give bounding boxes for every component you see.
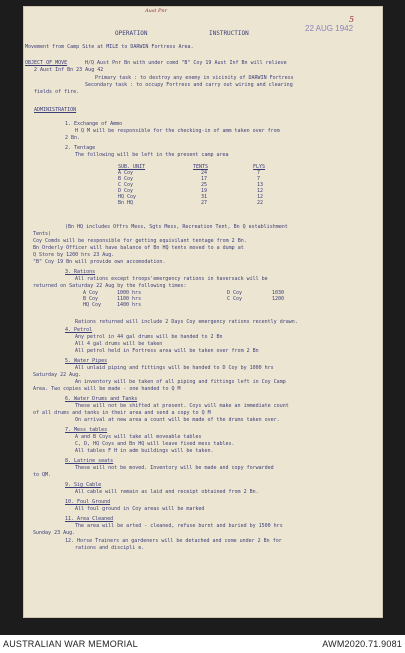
table-cell: 25 <box>201 182 208 188</box>
table-cell: 1100 hrs <box>117 296 142 302</box>
table-cell <box>272 302 284 308</box>
table-cell: 27 <box>201 200 208 206</box>
section-line: All unlaid piping and fittings will be handed to D Coy by 1000 hrs <box>75 365 274 371</box>
table-cell: 1000 hrs <box>117 290 142 296</box>
tent-note: (Bn HQ includes Offrs Mess, Sgts Mess, Recreation Tent, Bn Q establishment <box>65 224 288 230</box>
column-header: TENTS <box>193 164 209 170</box>
table-cell: 12 <box>257 194 264 200</box>
ration-times-table <box>83 290 284 308</box>
tent-note: Bn Orderly Officer will have balance of Bn HQ tents moved to a dump at <box>33 245 244 251</box>
section-title: 1. Exchange of Ammo <box>65 121 123 127</box>
tent-note: Q Store by 1200 hrs 23 Aug. <box>33 252 115 258</box>
table-cell: 1030 <box>272 290 285 296</box>
table-cell: 7 <box>257 176 261 182</box>
section-line: On arrival at new area a count will be made of the drums taken over. <box>75 417 280 423</box>
section-line: H Q M will be responsible for the checking-in of amm taken over from <box>75 128 280 134</box>
section-line: All 4 gal drums will be taken <box>75 341 163 347</box>
section-line: Sunday 23 Aug. <box>33 530 76 536</box>
handwritten-annotation: Aust Pnr <box>145 8 167 14</box>
table-cell: HQ Coy <box>83 302 102 308</box>
footer-credit: AUSTRALIAN WAR MEMORIAL <box>3 639 138 649</box>
table-cell: B Coy <box>118 176 134 182</box>
section-line: All foul ground in Coy areas will be marked <box>75 506 205 512</box>
tent-note: Tents) <box>33 231 52 237</box>
object-line: fields of fire. <box>34 89 80 95</box>
tent-note: Coy Comds will be responsible for getting equivilant tentage from 2 Bn. <box>33 238 247 244</box>
section-line: All petrol held in Fortress area will be taken over from 2 Bn <box>75 348 259 354</box>
column-header: FLYS <box>253 164 266 170</box>
section-line: returned on Saturday 22 Aug by the following times: <box>33 283 187 289</box>
section-title: 11. Area Cleaned <box>65 516 114 522</box>
heading-instruction: INSTRUCTION <box>209 30 249 37</box>
section-title: 7. Mess tables <box>65 427 108 433</box>
section-line: rations and discipli e. <box>75 545 145 551</box>
object-line: 2 Aust Inf Bn 23 Aug 42 <box>34 67 104 73</box>
table-cell: 1400 hrs <box>117 302 142 308</box>
section-line: An inventory will be taken of all piping and fittings left in Coy Camp <box>75 379 286 385</box>
section-line: Any petrol in 44 gal drums will be handed to 2 Bn <box>75 334 223 340</box>
table-cell: A Coy <box>83 290 99 296</box>
section-line: Rations returned will include 2 Days Coy emergency rations recently drawn. <box>75 319 298 325</box>
table-cell: 17 <box>201 176 208 182</box>
section-line: Area. Two copies will be made - one handed to Q M <box>33 386 181 392</box>
heading-operation: OPERATION <box>115 30 148 37</box>
section-line: A and B Coys will take all moveable tables <box>75 434 202 440</box>
document-page <box>23 6 383 618</box>
footer-bar <box>0 635 405 653</box>
table-cell: 12 <box>257 188 264 194</box>
object-line: Primary task : to destroy any enemy in vicinity of DARWIN Fortress <box>95 75 294 81</box>
object-line: H/Q Aust Pnr Bn with under comd "B" Coy 19 Aust Inf Bn will relieve <box>85 60 287 66</box>
table-cell: 7 <box>257 170 261 176</box>
table-cell: D Coy <box>227 290 243 296</box>
section-title: 6. Water Drums and Tanks <box>65 396 138 402</box>
table-cell: 19 <box>201 188 208 194</box>
table-cell: B Coy <box>83 296 99 302</box>
table-cell: D Coy <box>118 188 134 194</box>
table-cell: C Coy <box>227 296 243 302</box>
section-line: All tables F H in adm buildings will be taken. <box>75 448 214 454</box>
section-line: All rations except troops'emergency rations in haversack will be <box>75 276 268 282</box>
section-title: 10. Foul Ground <box>65 499 111 505</box>
object-label: OBJECT OF MOVE <box>25 60 68 66</box>
object-line: Secondary task : to occupy Fortress and carry out wiring and clearing <box>85 82 293 88</box>
subject-line: Movement from Camp Site at MILE to DARWIN Fortress Area. <box>25 44 194 50</box>
section-title: 8. Latrine seats <box>65 458 114 464</box>
section-line: The following will be left in the present camp area <box>75 152 229 158</box>
table-cell: 1200 <box>272 296 285 302</box>
section-title: 4. Petrol <box>65 327 93 333</box>
section-title: 3. Rations <box>65 269 96 275</box>
footer-accession-number: AWM2020.71.9081 <box>322 639 402 649</box>
section-line: Saturday 22 Aug. <box>33 372 82 378</box>
table-cell: 24 <box>201 170 208 176</box>
tent-note: "B" Coy 19 Bn will provide own accomodation. <box>33 259 166 265</box>
admin-heading: ADMINISTRATION <box>34 107 77 113</box>
section-line: These will not be shifted at present. Coys will make an immediate count <box>75 403 289 409</box>
section-line: These will not be moved. Inventory will be made and copy forwarded <box>75 465 274 471</box>
page-number: 5 <box>349 15 355 24</box>
section-line: C, D, HQ Coys and Bn HQ will leave fixed mess tables. <box>75 441 235 447</box>
table-cell: C Coy <box>118 182 134 188</box>
table-cell: 22 <box>257 200 264 206</box>
column-header: SUB. UNIT <box>118 164 146 170</box>
section-line: to QM. <box>33 472 52 478</box>
section-title: 9. Sig Cable <box>65 482 102 488</box>
section-line: 12. Horse Trainers an gardeners will be detached and come under 2 Bn for <box>65 538 282 544</box>
section-title: 2. Tentage <box>65 145 96 151</box>
tentage-table <box>118 164 265 206</box>
table-cell: 13 <box>257 182 264 188</box>
table-cell: HQ Coy <box>118 194 137 200</box>
table-row <box>83 302 284 308</box>
section-title: 5. Water Pipes <box>65 358 108 364</box>
table-cell: 31 <box>201 194 208 200</box>
table-row <box>118 200 265 206</box>
table-cell <box>227 302 272 308</box>
table-cell: A Coy <box>118 170 134 176</box>
section-line: The area will be arted - cleaned, refuse burnt and buried by 1500 hrs <box>75 523 283 529</box>
section-line: All cable will remain as laid and receipt obtained from 2 Bn. <box>75 489 259 495</box>
section-line: of all drums and tanks in their area and send a copy to Q M <box>33 410 211 416</box>
table-cell: Bn HQ <box>118 200 134 206</box>
section-line: 2 Bn. <box>65 135 81 141</box>
date-stamp: 22 AUG 1942 <box>305 24 354 33</box>
